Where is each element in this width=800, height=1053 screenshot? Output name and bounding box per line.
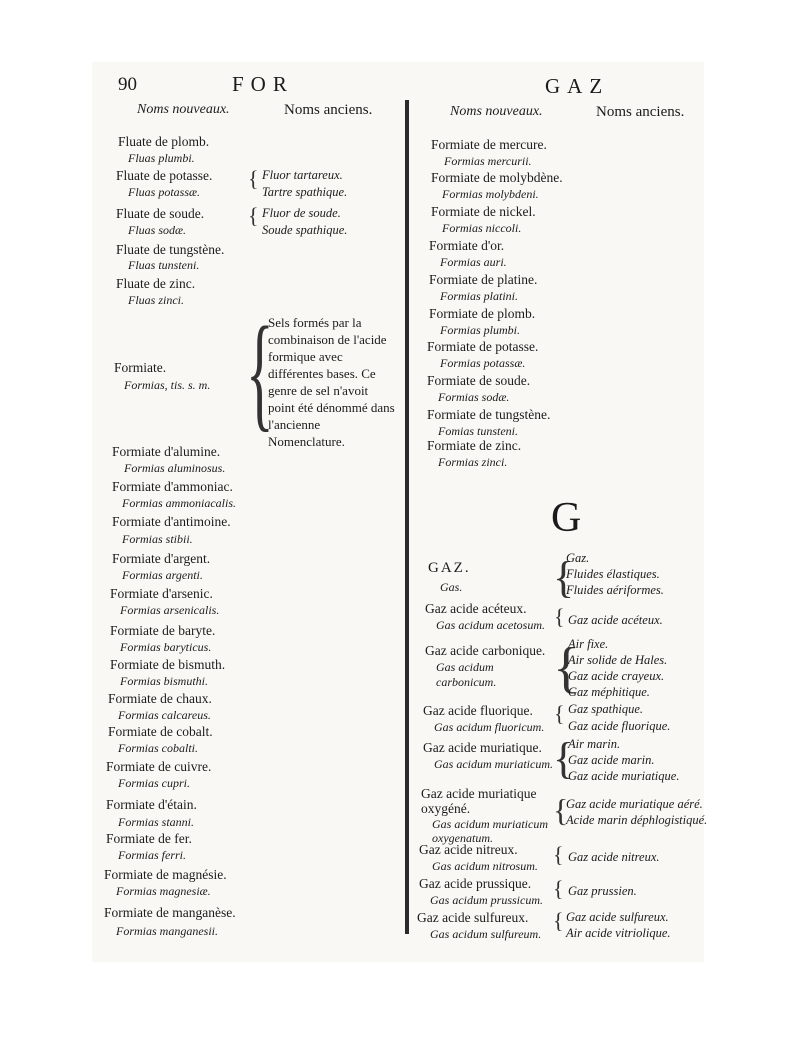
entry-french: Formiate d'argent.	[112, 551, 211, 566]
old-name: Acide marin déphlogistiqué.	[566, 813, 708, 827]
old-name: Gaz acide crayeux.	[568, 669, 665, 683]
old-name: Gaz.	[566, 551, 590, 565]
large-brace: {	[246, 301, 274, 443]
entry-french: GAZ.	[428, 560, 471, 576]
entry-latin: Formias argenti.	[122, 568, 203, 582]
entry-french: Fluate de potasse.	[116, 168, 213, 183]
entry-french: Gaz acide acéteux.	[425, 601, 527, 616]
entry-latin: Formias niccoli.	[442, 221, 522, 235]
brace: {	[553, 637, 580, 699]
old-name: Fluor de soude.	[262, 206, 341, 220]
entry-french: Formiate d'alumine.	[112, 444, 221, 459]
old-name: Fluides aériformes.	[566, 583, 664, 597]
old-name: Gaz acide sulfureux.	[566, 910, 669, 924]
entry-french: Gaz acide muriatique.	[423, 740, 542, 755]
entry-french: Formiate de bismuth.	[110, 657, 226, 672]
entry-latin: Gas acidum acetosum.	[436, 618, 545, 632]
entry-french: Fluate de zinc.	[116, 276, 196, 291]
brace: {	[554, 701, 565, 726]
entry-latin: Formias ferri.	[118, 848, 187, 862]
brace: {	[553, 908, 564, 933]
entry-latin: Fluas zinci.	[128, 293, 184, 307]
entry-latin: Formias cupri.	[118, 776, 190, 790]
old-name: Air fixe.	[568, 637, 609, 651]
brace: {	[248, 166, 259, 191]
entry-latin: Formias platini.	[440, 289, 519, 303]
entry-french: Gaz acide fluorique.	[423, 703, 533, 718]
entry-french: Formiate de tungstène.	[427, 407, 551, 422]
entry-latin: Formias aluminosus.	[124, 461, 226, 475]
brace: {	[553, 876, 564, 901]
entry-french: Formiate de cobalt.	[108, 724, 213, 739]
old-name: Gaz acide nitreux.	[568, 850, 660, 864]
entry-latin: Formias auri.	[440, 255, 507, 269]
entry-french: Formiate de baryte.	[110, 623, 216, 638]
right-running-head: GAZ	[545, 74, 610, 98]
entry-french: Formiate de soude.	[427, 373, 531, 388]
entry-latin: Gas acidum muriaticum oxygenatum.	[432, 817, 548, 845]
entry-latin: Gas.	[440, 580, 463, 594]
entry-latin: Gas acidum carbonicum.	[436, 660, 497, 689]
old-name: Gaz acide fluorique.	[568, 719, 671, 733]
old-name: Fluides élastiques.	[566, 567, 660, 581]
old-name: Soude spathique.	[262, 223, 348, 237]
entry-latin: Fluas potassæ.	[128, 185, 201, 199]
entry-french: Gaz acide carbonique.	[425, 643, 546, 658]
page-number: 90	[118, 74, 137, 95]
entry-french: Formiate.	[114, 360, 167, 375]
brace: {	[554, 604, 565, 629]
entry-french: Fluate de plomb.	[118, 134, 210, 149]
entry-french: Formiate d'étain.	[106, 797, 197, 812]
formiate-note: Sels formés par la combinaison de l'acide formique avec différentes bases. Ce genre de sel n'avoit point été dénommé dans l'ancienne Nomenclature.	[268, 315, 395, 449]
old-name: Air acide vitriolique.	[566, 926, 671, 940]
entry-latin: Formias sodæ.	[438, 390, 510, 404]
entry-latin: Fomias tunsteni.	[438, 424, 518, 438]
entry-latin: Fluas plumbi.	[128, 151, 195, 165]
entry-french: Fluate de soude.	[116, 206, 205, 221]
entry-french: Formiate de fer.	[106, 831, 192, 846]
brace: {	[553, 734, 575, 783]
entry-latin: Formias baryticus.	[120, 640, 212, 654]
entry-latin: Formias ammoniacalis.	[122, 496, 236, 510]
old-name: Gaz acide muriatique.	[568, 769, 680, 783]
entry-french: Gaz acide nitreux.	[419, 842, 518, 857]
entry-french: Formiate de manganèse.	[104, 905, 236, 920]
column-heading-old-left: Noms anciens.	[284, 102, 373, 118]
column-divider	[405, 100, 409, 934]
entry-latin: Formias stanni.	[118, 815, 195, 829]
brace: {	[553, 553, 575, 602]
entry-french: Formiate de plomb.	[429, 306, 536, 321]
old-name: Gaz acide muriatique aéré.	[566, 797, 703, 811]
old-name: Gaz acide marin.	[568, 753, 655, 767]
entry-french: Formiate de magnésie.	[104, 867, 227, 882]
entry-latin: Formias bismuthi.	[120, 674, 209, 688]
entry-latin: Formias magnesiæ.	[116, 884, 211, 898]
entry-latin: Formias plumbi.	[440, 323, 521, 337]
entry-latin: Formias manganesii.	[116, 924, 218, 938]
column-heading-new-right: Noms nouveaux.	[450, 104, 543, 119]
entry-french: Formiate de molybdène.	[431, 170, 563, 185]
entry-french: Formiate de chaux.	[108, 691, 212, 706]
old-name: Fluor tartareux.	[262, 168, 343, 182]
entry-french: Formiate d'or.	[429, 238, 505, 253]
left-running-head: FOR	[232, 72, 294, 96]
old-name: Gaz acide acéteux.	[568, 613, 663, 627]
entry-latin: Gas acidum fluoricum.	[434, 720, 545, 734]
entry-latin: Gas acidum nitrosum.	[432, 859, 538, 873]
entry-latin: Formias potassæ.	[440, 356, 526, 370]
old-name: Tartre spathique.	[262, 185, 348, 199]
column-heading-old-right: Noms anciens.	[596, 104, 685, 120]
entry-french: Formiate de mercure.	[431, 137, 547, 152]
old-name: Gaz prussien.	[568, 884, 637, 898]
entry-french: Formiate de potasse.	[427, 339, 539, 354]
entry-french: Formiate de cuivre.	[106, 759, 212, 774]
column-heading-new-left: Noms nouveaux.	[137, 102, 230, 117]
brace: {	[553, 842, 564, 867]
entry-latin: Formias calcareus.	[118, 708, 211, 722]
entry-french: Gaz acide sulfureux.	[417, 910, 529, 925]
entry-french: Formiate d'ammoniac.	[112, 479, 233, 494]
entry-french: Formiate de platine.	[429, 272, 538, 287]
entry-french: Gaz acide muriatique oxygéné.	[421, 786, 537, 816]
entry-french: Formiate de nickel.	[431, 204, 536, 219]
entry-latin: Formias mercurii.	[444, 154, 532, 168]
entry-latin: Fluas tunsteni.	[128, 258, 200, 272]
old-name: Air solide de Hales.	[568, 653, 668, 667]
entry-latin: Gas acidum prussicum.	[430, 893, 543, 907]
old-name: Air marin.	[568, 737, 621, 751]
entry-latin: Formias stibii.	[122, 532, 193, 546]
entry-latin: Formias molybdeni.	[442, 187, 539, 201]
entry-french: Formiate d'arsenic.	[110, 586, 213, 601]
entry-french: Fluate de tungstène.	[116, 242, 225, 257]
brace: {	[248, 203, 259, 228]
entry-latin: Formias, tis. s. m.	[124, 378, 211, 392]
entry-latin: Gas acidum sulfureum.	[430, 927, 542, 941]
section-letter: G	[551, 495, 582, 541]
entry-latin: Formias zinci.	[438, 455, 508, 469]
old-name: Gaz spathique.	[568, 702, 643, 716]
old-name: Gaz méphitique.	[568, 685, 650, 699]
entry-latin: Formias cobalti.	[118, 741, 198, 755]
entry-latin: Fluas sodæ.	[128, 223, 187, 237]
entry-french: Gaz acide prussique.	[419, 876, 532, 891]
brace: {	[553, 792, 569, 828]
entry-latin: Gas acidum muriaticum.	[434, 757, 553, 771]
entry-latin: Formias arsenicalis.	[120, 603, 220, 617]
entry-french: Formiate de zinc.	[427, 438, 522, 453]
entry-french: Formiate d'antimoine.	[112, 514, 231, 529]
